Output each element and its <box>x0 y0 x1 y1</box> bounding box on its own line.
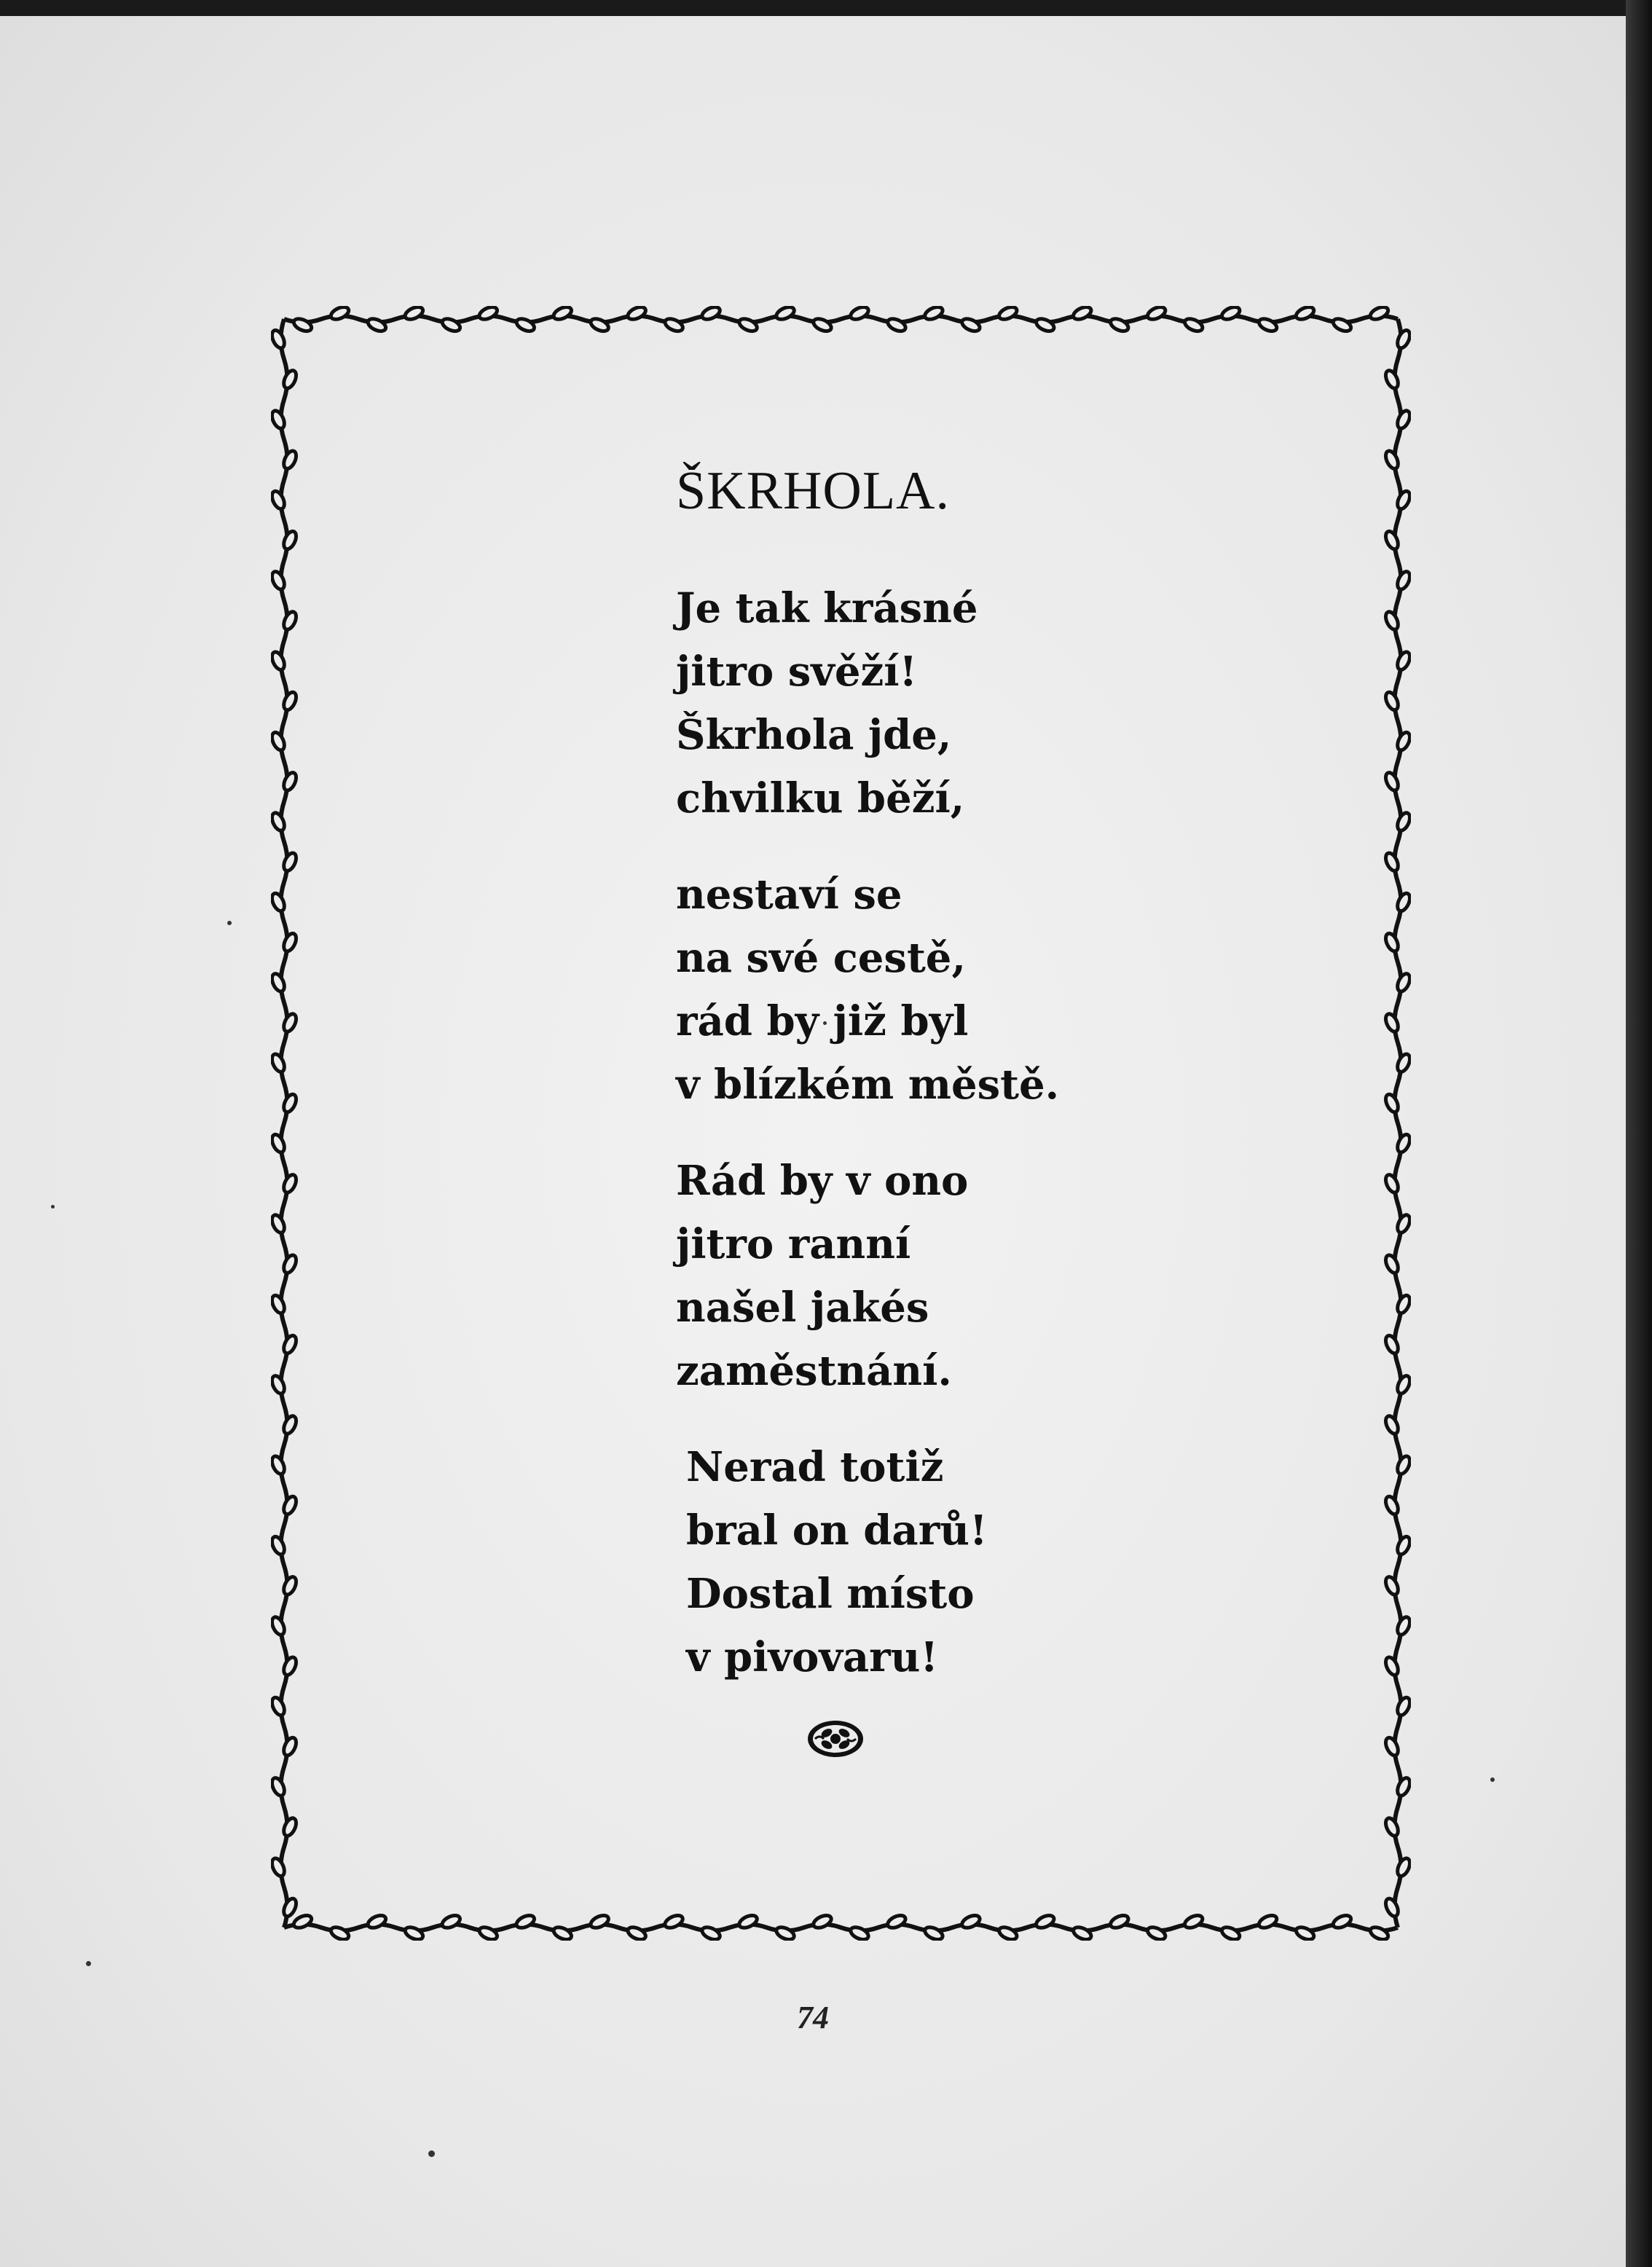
vine-leaf <box>1383 1173 1401 1194</box>
vine-leaf <box>626 1925 647 1941</box>
vine-leaf <box>271 892 287 913</box>
poem-line: chvilku běží, <box>676 774 965 822</box>
vine-leaf <box>404 306 425 322</box>
vine-leaf <box>1294 1925 1315 1941</box>
floral-tailpiece-icon <box>805 1717 866 1764</box>
vine-leaf <box>960 316 981 334</box>
vine-leaf <box>1034 316 1055 334</box>
vine-leaf <box>271 650 287 671</box>
vine-leaf <box>271 1776 287 1797</box>
vine-leaf <box>1383 1736 1401 1757</box>
vine-leaf <box>292 316 313 334</box>
scan-speck <box>1490 1777 1495 1782</box>
vine-leaf <box>271 1856 287 1877</box>
vine-leaf <box>1395 1294 1411 1315</box>
vine-leaf <box>281 771 299 792</box>
vine-leaf <box>366 1913 388 1930</box>
vine-leaf <box>1257 1913 1278 1930</box>
vine-leaf <box>478 306 499 322</box>
vine-leaf <box>281 1253 299 1274</box>
vine-leaf <box>923 306 944 322</box>
vine-leaf <box>271 1454 287 1475</box>
poem-line: v blízkém městě. <box>676 1061 1060 1109</box>
scan-speck <box>428 2150 435 2157</box>
vine-leaf <box>281 1655 299 1676</box>
poem-body <box>676 577 1059 1722</box>
vine-leaf <box>1383 1414 1401 1435</box>
vine-leaf <box>1383 1334 1401 1355</box>
vine-leaf <box>1109 1913 1130 1930</box>
vine-leaf <box>1146 1925 1167 1941</box>
vine-leaf <box>552 1925 573 1941</box>
vine-leaf <box>329 306 350 322</box>
vine-leaf <box>626 306 647 322</box>
vine-leaf <box>329 1925 350 1941</box>
vine-leaf <box>281 1736 299 1757</box>
vine-leaf <box>281 691 299 712</box>
vine-leaf <box>1220 1925 1241 1941</box>
vine-leaf <box>1395 972 1411 993</box>
vine-leaf <box>1395 811 1411 832</box>
vine-leaf <box>515 1913 536 1930</box>
vine-leaf <box>271 570 287 591</box>
vine-leaf <box>1383 1575 1401 1596</box>
vine-leaf <box>1395 1454 1411 1475</box>
vine-leaf <box>271 1133 287 1154</box>
vine-leaf <box>271 1615 287 1636</box>
vine-leaf <box>1332 1913 1353 1930</box>
vine-leaf <box>663 316 684 334</box>
poem-line: Rád by v ono <box>676 1157 969 1205</box>
poem-line: zaměstnání. <box>676 1347 952 1395</box>
vine-leaf <box>1383 1897 1401 1918</box>
vine-leaf <box>281 610 299 631</box>
vine-leaf <box>1369 1925 1390 1941</box>
vine-leaf <box>1146 306 1167 322</box>
vine-leaf <box>774 306 795 322</box>
vine-leaf <box>271 1052 287 1073</box>
scan-edge <box>1626 0 1652 2267</box>
vine-leaf <box>1395 650 1411 671</box>
vine-leaf <box>1183 316 1204 334</box>
vine-leaf <box>1383 691 1401 712</box>
vine-leaf <box>997 1925 1018 1941</box>
vine-leaf <box>663 1913 684 1930</box>
vine-leaf <box>552 306 573 322</box>
vine-leaf <box>281 1414 299 1435</box>
vine-leaf <box>1034 1913 1055 1930</box>
scan-speck <box>51 1205 55 1209</box>
vine-leaf <box>1395 1615 1411 1636</box>
vine-leaf <box>849 306 870 322</box>
vine-leaf <box>1183 1913 1204 1930</box>
vine-leaf <box>515 316 536 334</box>
vine-leaf <box>1383 610 1401 631</box>
vine-leaf <box>281 932 299 953</box>
vine-leaf <box>281 1575 299 1596</box>
vine-leaf <box>1383 771 1401 792</box>
stanza <box>676 1436 1059 1689</box>
vine-leaf <box>281 1897 299 1918</box>
vine-leaf <box>281 851 299 872</box>
vine-leaf <box>281 530 299 551</box>
vine-leaf <box>281 1495 299 1516</box>
vine-leaf <box>1383 1816 1401 1837</box>
vine-leaf <box>1383 932 1401 953</box>
vine-leaf <box>1395 1856 1411 1877</box>
poem-line: Škrhola jde, <box>676 711 952 759</box>
vine-leaf <box>1332 316 1353 334</box>
vine-leaf <box>1395 409 1411 430</box>
vine-leaf <box>1395 1052 1411 1073</box>
vine-leaf <box>1395 1133 1411 1154</box>
poem-line: našel jakés <box>676 1284 929 1332</box>
vine-leaf <box>1395 329 1411 350</box>
vine-leaf <box>811 1913 833 1930</box>
vine-leaf <box>271 972 287 993</box>
vine-leaf <box>737 1913 758 1930</box>
vine-leaf <box>271 811 287 832</box>
vine-leaf <box>849 1925 870 1941</box>
vine-leaf <box>478 1925 499 1941</box>
vine-leaf <box>1395 1374 1411 1395</box>
poem-line: Nerad totiž <box>686 1443 944 1491</box>
vine-leaf <box>1383 1655 1401 1676</box>
vine-leaf <box>281 1093 299 1114</box>
vine-leaf <box>1257 316 1278 334</box>
vine-leaf <box>1383 1012 1401 1033</box>
vine-leaf <box>281 1334 299 1355</box>
vine-leaf <box>1383 1495 1401 1516</box>
stanza <box>676 1150 1059 1403</box>
vine-leaf <box>1395 570 1411 591</box>
vine-leaf <box>737 316 758 334</box>
vine-leaf <box>441 1913 462 1930</box>
vine-leaf <box>271 1535 287 1556</box>
poem-line: bral on darů! <box>686 1506 988 1555</box>
vine-leaf <box>271 731 287 752</box>
vine-leaf <box>1383 530 1401 551</box>
scan-speck <box>86 1961 91 1966</box>
stanza <box>676 577 1059 830</box>
vine-leaf <box>923 1925 944 1941</box>
vine-leaf <box>292 1913 313 1930</box>
vine-leaf <box>1383 851 1401 872</box>
vine-leaf <box>441 316 462 334</box>
vine-leaf <box>1294 306 1315 322</box>
vine-leaf <box>1369 306 1390 322</box>
vine-leaf <box>811 316 833 334</box>
page-number: 74 <box>797 2000 829 2035</box>
vine-leaf <box>281 369 299 390</box>
vine-leaf <box>960 1913 981 1930</box>
vine-leaf <box>271 1696 287 1717</box>
vine-leaf <box>1383 1093 1401 1114</box>
poem-line: Je tak krásné <box>676 584 978 632</box>
vine-leaf <box>1383 369 1401 390</box>
vine-leaf <box>271 1294 287 1315</box>
vine-leaf <box>886 316 907 334</box>
stanza <box>676 863 1059 1117</box>
scan-speck <box>227 921 232 925</box>
vine-leaf <box>1109 316 1130 334</box>
vine-leaf <box>1071 306 1093 322</box>
poem-line: na své cestě, <box>676 934 966 982</box>
vine-leaf <box>281 1816 299 1837</box>
poem-line: rád by již byl <box>676 997 969 1045</box>
poem-line: v pivovaru! <box>686 1633 938 1681</box>
vine-leaf <box>271 1374 287 1395</box>
vine-leaf <box>281 1173 299 1194</box>
vine-leaf <box>1395 731 1411 752</box>
vine-leaf <box>1220 306 1241 322</box>
book-page <box>0 16 1626 2267</box>
poem-line: nestaví se <box>676 871 902 919</box>
vine-leaf <box>1395 1776 1411 1797</box>
poem-line: jitro svěží! <box>676 648 918 696</box>
vine-leaf <box>997 306 1018 322</box>
vine-leaf <box>1395 1535 1411 1556</box>
vine-leaf <box>271 1213 287 1234</box>
vine-leaf <box>271 409 287 430</box>
vine-leaf <box>271 329 287 350</box>
vine-leaf <box>1395 1213 1411 1234</box>
vine-leaf <box>700 306 721 322</box>
vine-leaf <box>404 1925 425 1941</box>
vine-leaf <box>589 316 610 334</box>
vine-leaf <box>366 316 388 334</box>
poem-line: Dostal místo <box>686 1570 975 1618</box>
vine-leaf <box>589 1913 610 1930</box>
vine-leaf <box>1383 1253 1401 1274</box>
vine-leaf <box>774 1925 795 1941</box>
poem-title: ŠKRHOLA. <box>676 461 950 521</box>
vine-leaf <box>886 1913 907 1930</box>
vine-leaf <box>700 1925 721 1941</box>
vine-leaf <box>1395 892 1411 913</box>
vine-leaf <box>1071 1925 1093 1941</box>
poem-line: jitro ranní <box>676 1220 911 1268</box>
vine-leaf <box>281 1012 299 1033</box>
vine-leaf <box>1395 1696 1411 1717</box>
